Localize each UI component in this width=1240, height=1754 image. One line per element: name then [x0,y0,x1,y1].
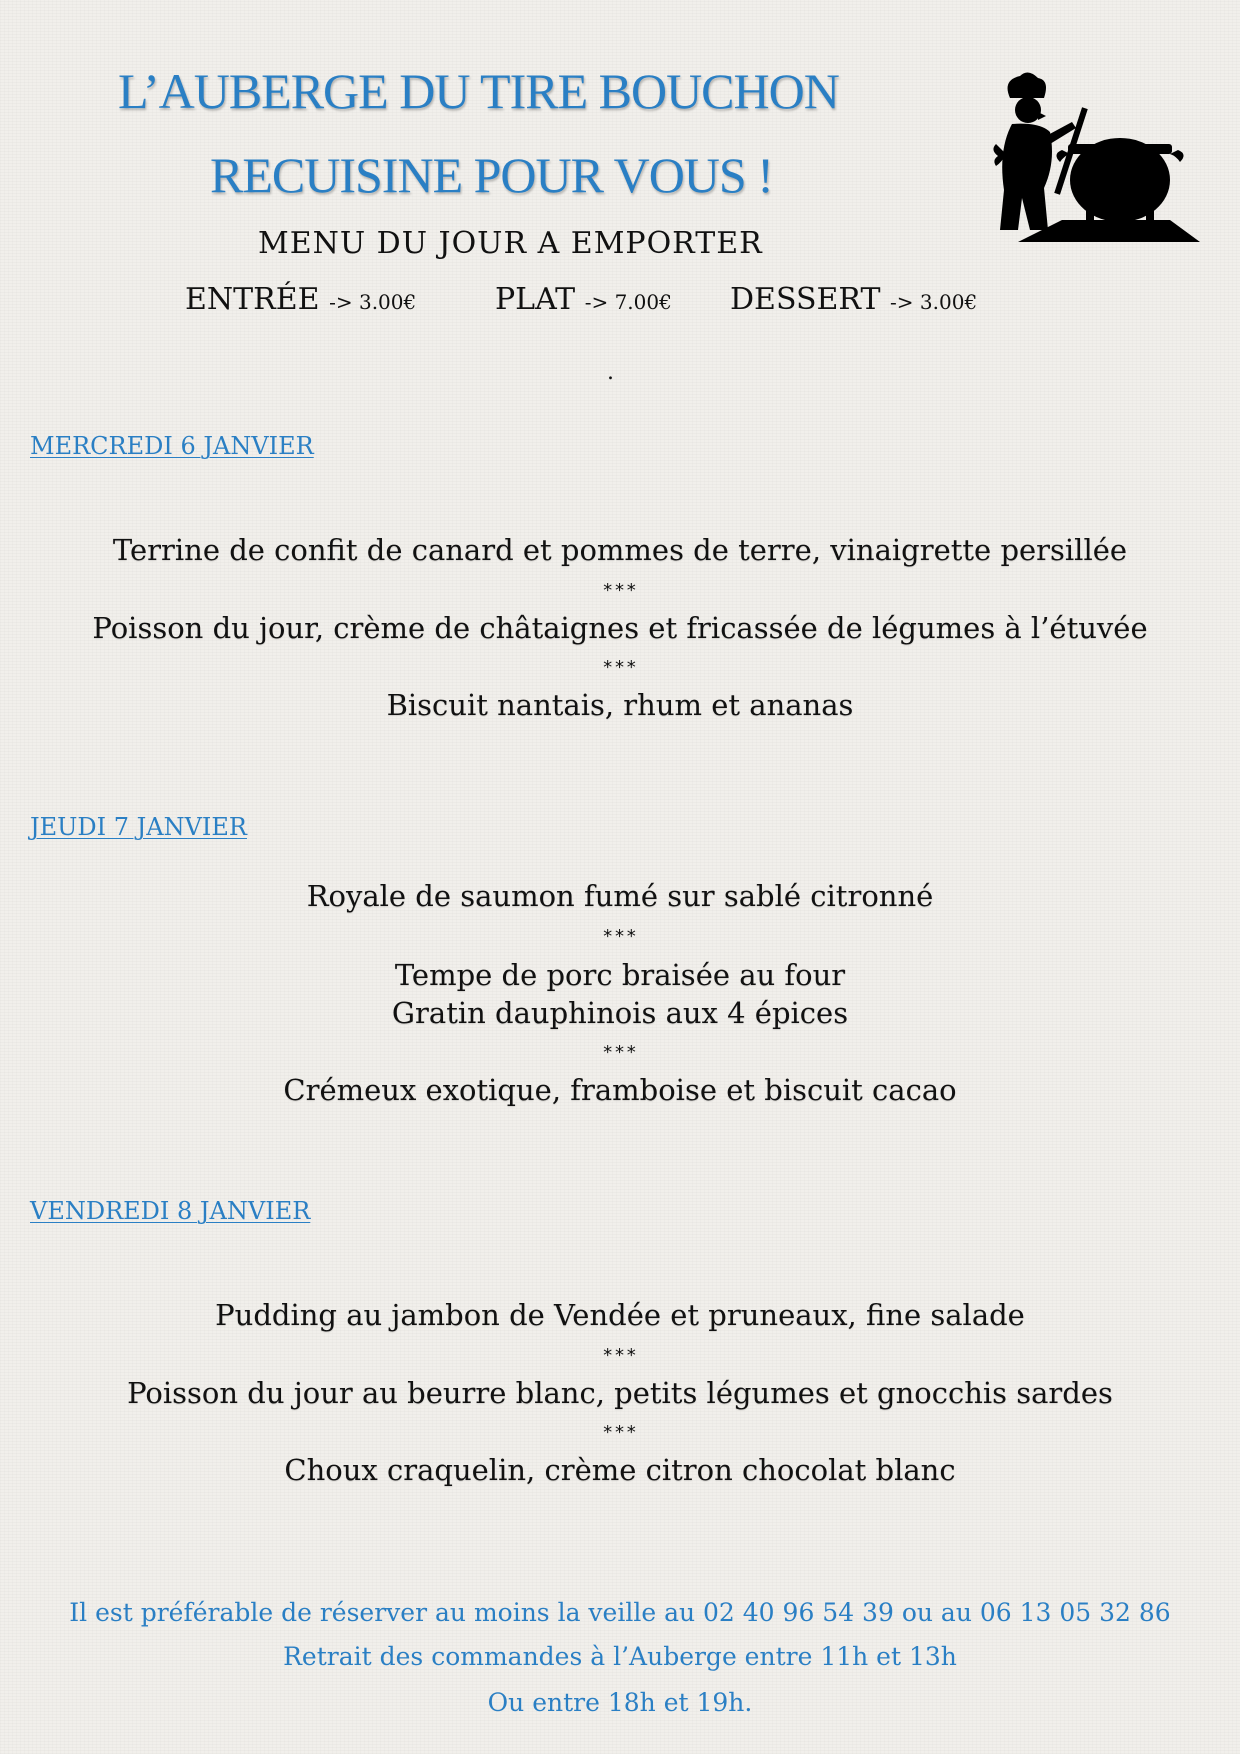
price-entree-label: ENTRÉE [185,282,320,317]
pickup-hours-evening: Ou entre 18h et 19h. [487,1688,753,1717]
course-separator: *** [602,926,638,947]
course-separator: *** [602,580,638,601]
menu-main: Tempe de porc braisée au four [394,958,846,992]
menu-side: Gratin dauphinois aux 4 épices [391,996,849,1030]
restaurant-title: L’AUBERGE DU TIRE BOUCHON [118,63,839,119]
menu-main: Poisson du jour au beurre blanc, petits légumes et gnocchis sardes [127,1376,1113,1410]
menu-dessert: Choux craquelin, crème citron chocolat blanc [284,1453,956,1487]
course-separator: *** [602,1345,638,1366]
pickup-hours: Retrait des commandes à l’Auberge entre 11h et 13h [283,1642,957,1671]
menu-main: Poisson du jour, crème de châtaignes et fricassée de légumes à l’étuvée [92,611,1148,645]
course-separator: *** [602,657,638,678]
center-dot: . [607,360,614,385]
day-heading-friday: VENDREDI 8 JANVIER [30,1197,311,1225]
menu-subtitle: MENU DU JOUR A EMPORTER [258,226,763,261]
price-dessert [730,282,977,317]
restaurant-tagline: RECUISINE POUR VOUS ! [210,147,773,203]
menu-entree: Pudding au jambon de Vendée et pruneaux, fine salade [215,1298,1025,1332]
day-heading-wednesday: MERCREDI 6 JANVIER [30,432,314,460]
day-heading-thursday: JEUDI 7 JANVIER [30,813,247,841]
price-entree-value: -> 3.00€ [329,290,417,314]
price-plat [495,282,672,317]
price-plat-label: PLAT [495,282,576,317]
menu-entree: Terrine de confit de canard et pommes de terre, vinaigrette persillée [112,533,1128,567]
price-dessert-value: -> 3.00€ [890,290,978,314]
reservation-note: Il est préférable de réserver au moins la veille au 02 40 96 54 39 ou au 06 13 05 32 86 [69,1598,1171,1627]
chef-cauldron-icon [990,70,1205,250]
course-separator: *** [602,1422,638,1443]
course-separator: *** [602,1042,638,1063]
price-dessert-label: DESSERT [730,282,881,317]
menu-entree: Royale de saumon fumé sur sablé citronné [306,879,934,913]
price-entree [185,282,416,317]
menu-dessert: Crémeux exotique, framboise et biscuit cacao [283,1073,957,1107]
price-plat-value: -> 7.00€ [584,290,672,314]
menu-dessert: Biscuit nantais, rhum et ananas [386,688,854,722]
